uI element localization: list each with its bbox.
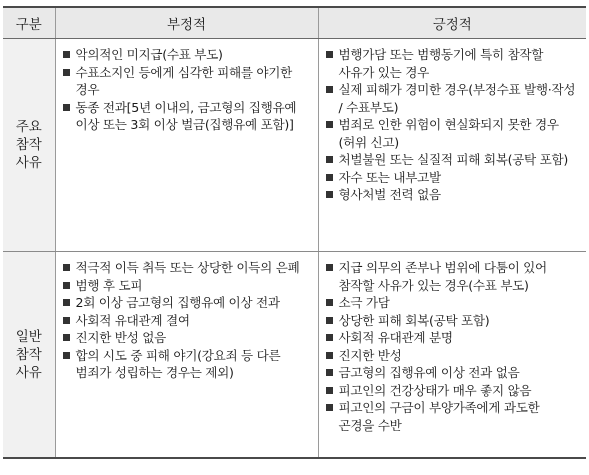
category-label-line: 주요 [15,119,42,135]
square-bullet-icon [63,299,70,306]
header-row [3,7,586,39]
list-item-text: 형사처벌 전력 없음 [338,187,441,202]
list-item [76,294,308,312]
sentencing-factors-table-wrapper [3,6,586,459]
list-item [76,347,308,382]
list-item-text: 지급 의무의 존부나 범위에 다툼이 있어 참작할 사유가 있는 경우(수표 부도) [338,260,547,293]
table-row-major-factors [3,39,586,252]
square-bullet-icon [326,86,333,93]
sentencing-factors-table [3,6,586,459]
square-bullet-icon [63,334,70,341]
row-category-cell [3,252,55,459]
category-label-line: 사유 [15,155,42,171]
square-bullet-icon [326,156,333,163]
square-bullet-icon [326,121,333,128]
list-item [76,259,308,277]
list-item-text: 합의 시도 중 피해 야기(강요죄 등 다른 범죄가 성립하는 경우는 제외) [75,347,281,380]
list-item-text: 진지한 반성 [338,347,402,363]
square-bullet-icon [63,51,70,58]
positive-factors-cell [318,39,586,252]
category-label-line: 참작 [15,137,42,153]
list-item [339,259,577,294]
list-item-text: 진지한 반성 없음 [75,330,166,345]
square-bullet-icon [63,264,70,271]
list-item [339,186,577,204]
list-item [339,364,577,382]
list-item-text: 사회적 유대관계 분명 [338,330,453,345]
list-item [76,64,308,99]
positive-factor-list [319,39,587,204]
list-item [76,277,308,295]
negative-factors-cell [55,39,318,252]
square-bullet-icon [63,69,70,76]
list-item-text: 금고형의 집행유예 이상 전과 없음 [338,365,520,380]
category-label-line: 사유 [15,364,42,381]
list-item-text: 범행가담 또는 범행동기에 특히 참작할 사유가 있는 경우 [338,47,544,80]
square-bullet-icon [326,352,333,359]
square-bullet-icon [326,51,333,58]
list-item [339,312,577,330]
list-item-text: 처벌불원 또는 실질적 피해 회복(공탁 포함) [338,152,568,167]
list-item [76,46,308,64]
positive-factors-cell [318,252,586,459]
list-item-text: 실제 피해가 경미한 경우(부정수표 발행·작성 / 수표부도) [338,82,576,115]
list-item [339,382,577,400]
header-negative: 부정적 [55,7,318,39]
list-item-text: 자수 또는 내부고발 [338,169,441,185]
square-bullet-icon [326,299,333,306]
list-item [339,116,577,151]
negative-factor-list [56,252,318,382]
square-bullet-icon [63,104,70,111]
list-item [339,329,577,347]
square-bullet-icon [326,191,333,198]
category-label-line: 참작 [15,346,42,363]
list-item-text: 수표소지인 등에게 심각한 피해를 야기한 경우 [75,64,293,97]
header-positive: 긍정적 [318,7,586,39]
list-item [76,329,308,347]
list-item [339,169,577,187]
list-item-text: 범행 후 도피 [75,277,143,293]
square-bullet-icon [63,282,70,289]
square-bullet-icon [326,317,333,324]
square-bullet-icon [63,317,70,324]
list-item [339,46,577,81]
list-item [339,399,577,434]
list-item-text: 사회적 유대관계 결여 [75,312,190,328]
negative-factors-cell [55,252,318,459]
list-item-text: 피고인의 구금이 부양가족에게 과도한 곤경을 수반 [338,400,540,433]
list-item [76,99,308,134]
square-bullet-icon [326,174,333,181]
list-item [339,347,577,365]
list-item [76,312,308,330]
square-bullet-icon [326,404,333,411]
list-item-text: 동종 전과[5년 이내의, 금고형의 집행유예 이상 또는 3회 이상 벌금(집행유예 포함)] [75,99,297,132]
square-bullet-icon [326,369,333,376]
square-bullet-icon [326,264,333,271]
category-label-line: 일반 [15,328,42,345]
list-item [339,81,577,116]
list-item-text: 적극적 이득 취득 또는 상당한 이득의 은폐 [75,260,300,275]
list-item-text: 범죄로 인한 위험이 현실화되지 못한 경우(허위 신고) [338,117,559,150]
square-bullet-icon [63,352,70,359]
list-item-text: 상당한 피해 회복(공탁 포함) [338,312,490,328]
list-item [339,294,577,312]
square-bullet-icon [326,387,333,394]
list-item-text: 2회 이상 금고형의 집행유예 이상 전과 [75,295,280,310]
row-category-cell [3,39,55,252]
list-item [339,151,577,169]
list-item-text: 악의적인 미지급(수표 부도) [75,47,223,62]
positive-factor-list [319,252,587,434]
square-bullet-icon [326,334,333,341]
list-item-text: 소극 가담 [338,295,390,310]
negative-factor-list [56,39,318,134]
header-category: 구분 [3,7,55,39]
list-item-text: 피고인의 건강상태가 매우 좋지 않음 [338,382,532,398]
table-row-general-factors [3,252,586,459]
